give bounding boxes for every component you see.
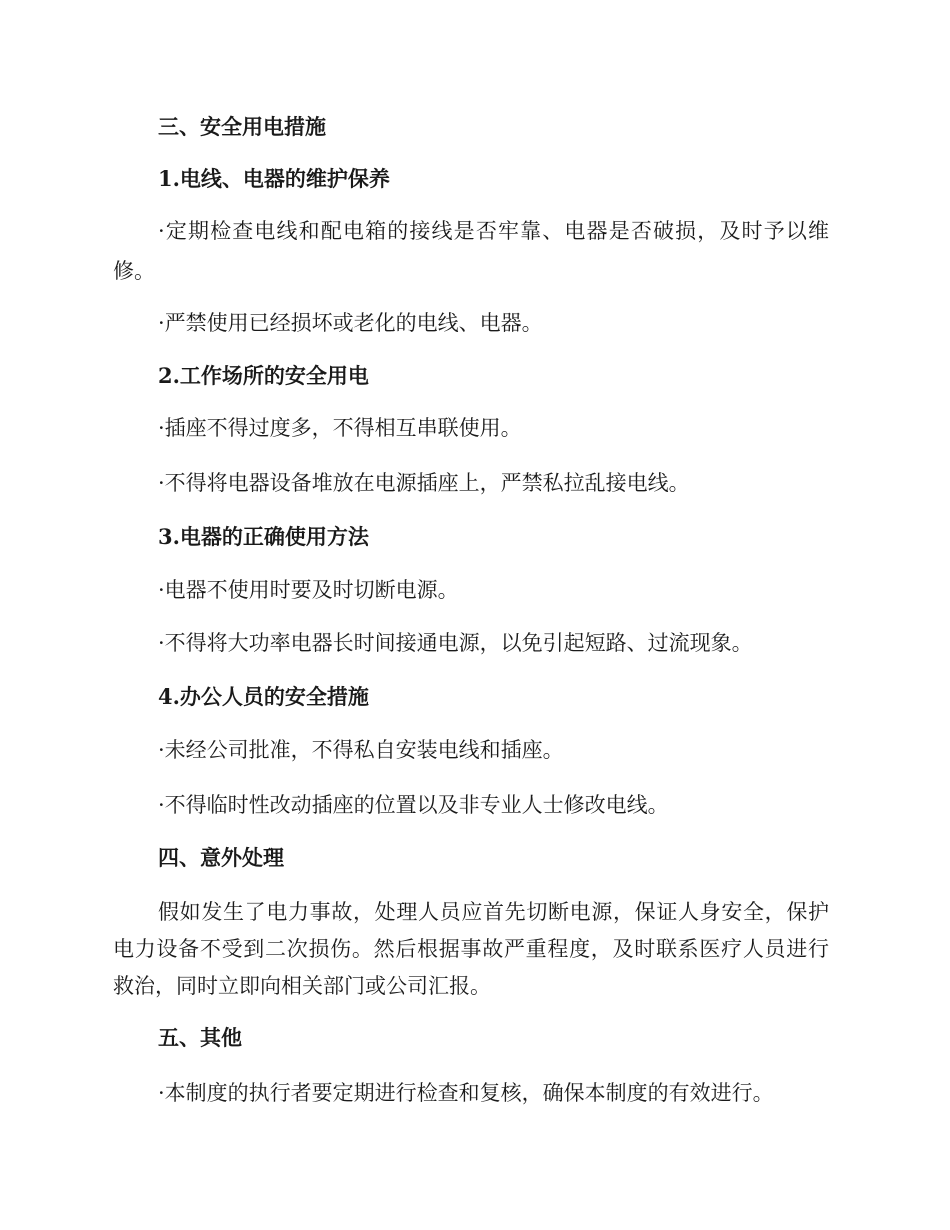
subheading-correct-usage: 3.电器的正确使用方法: [158, 524, 369, 549]
bullet-item-review: ·本制度的执行者要定期进行检查和复核，确保本制度的有效进行。: [158, 1081, 774, 1105]
section-heading-accident-handling: 四、意外处理: [158, 845, 284, 870]
bullet-item-high-power: ·不得将大功率电器长时间接通电源，以免引起短路、过流现象。: [158, 631, 753, 655]
bullet-item-cut-power: ·电器不使用时要及时切断电源。: [158, 578, 459, 602]
bullet-item-approval: ·未经公司批准，不得私自安装电线和插座。: [158, 738, 564, 762]
bullet-item-damaged-wires: ·严禁使用已经损坏或老化的电线、电器。: [158, 311, 543, 335]
paragraph-accident-line2: 电力设备不受到二次损伤。然后根据事故严重程度，及时联系医疗人员进行: [113, 937, 829, 961]
bullet-item-no-stacking: ·不得将电器设备堆放在电源插座上，严禁私拉乱接电线。: [158, 471, 690, 495]
section-heading-safety-measures: 三、安全用电措施: [158, 114, 326, 139]
bullet-item-inspection-line1: ·定期检查电线和配电箱的接线是否牢靠、电器是否破损，及时予以维: [158, 219, 829, 243]
bullet-item-inspection-line2: 修。: [113, 259, 155, 283]
section-heading-other: 五、其他: [158, 1025, 242, 1050]
bullet-item-sockets: ·插座不得过度多，不得相互串联使用。: [158, 416, 522, 440]
subheading-office-staff: 4.办公人员的安全措施: [158, 684, 369, 709]
bullet-item-no-modification: ·不得临时性改动插座的位置以及非专业人士修改电线。: [158, 793, 669, 817]
paragraph-accident-line3: 救治，同时立即向相关部门或公司汇报。: [113, 974, 491, 998]
subheading-maintenance: 1.电线、电器的维护保养: [158, 166, 390, 191]
subheading-workplace-safety: 2.工作场所的安全用电: [158, 363, 369, 388]
paragraph-accident-line1: 假如发生了电力事故，处理人员应首先切断电源，保证人身安全，保护: [158, 900, 829, 924]
